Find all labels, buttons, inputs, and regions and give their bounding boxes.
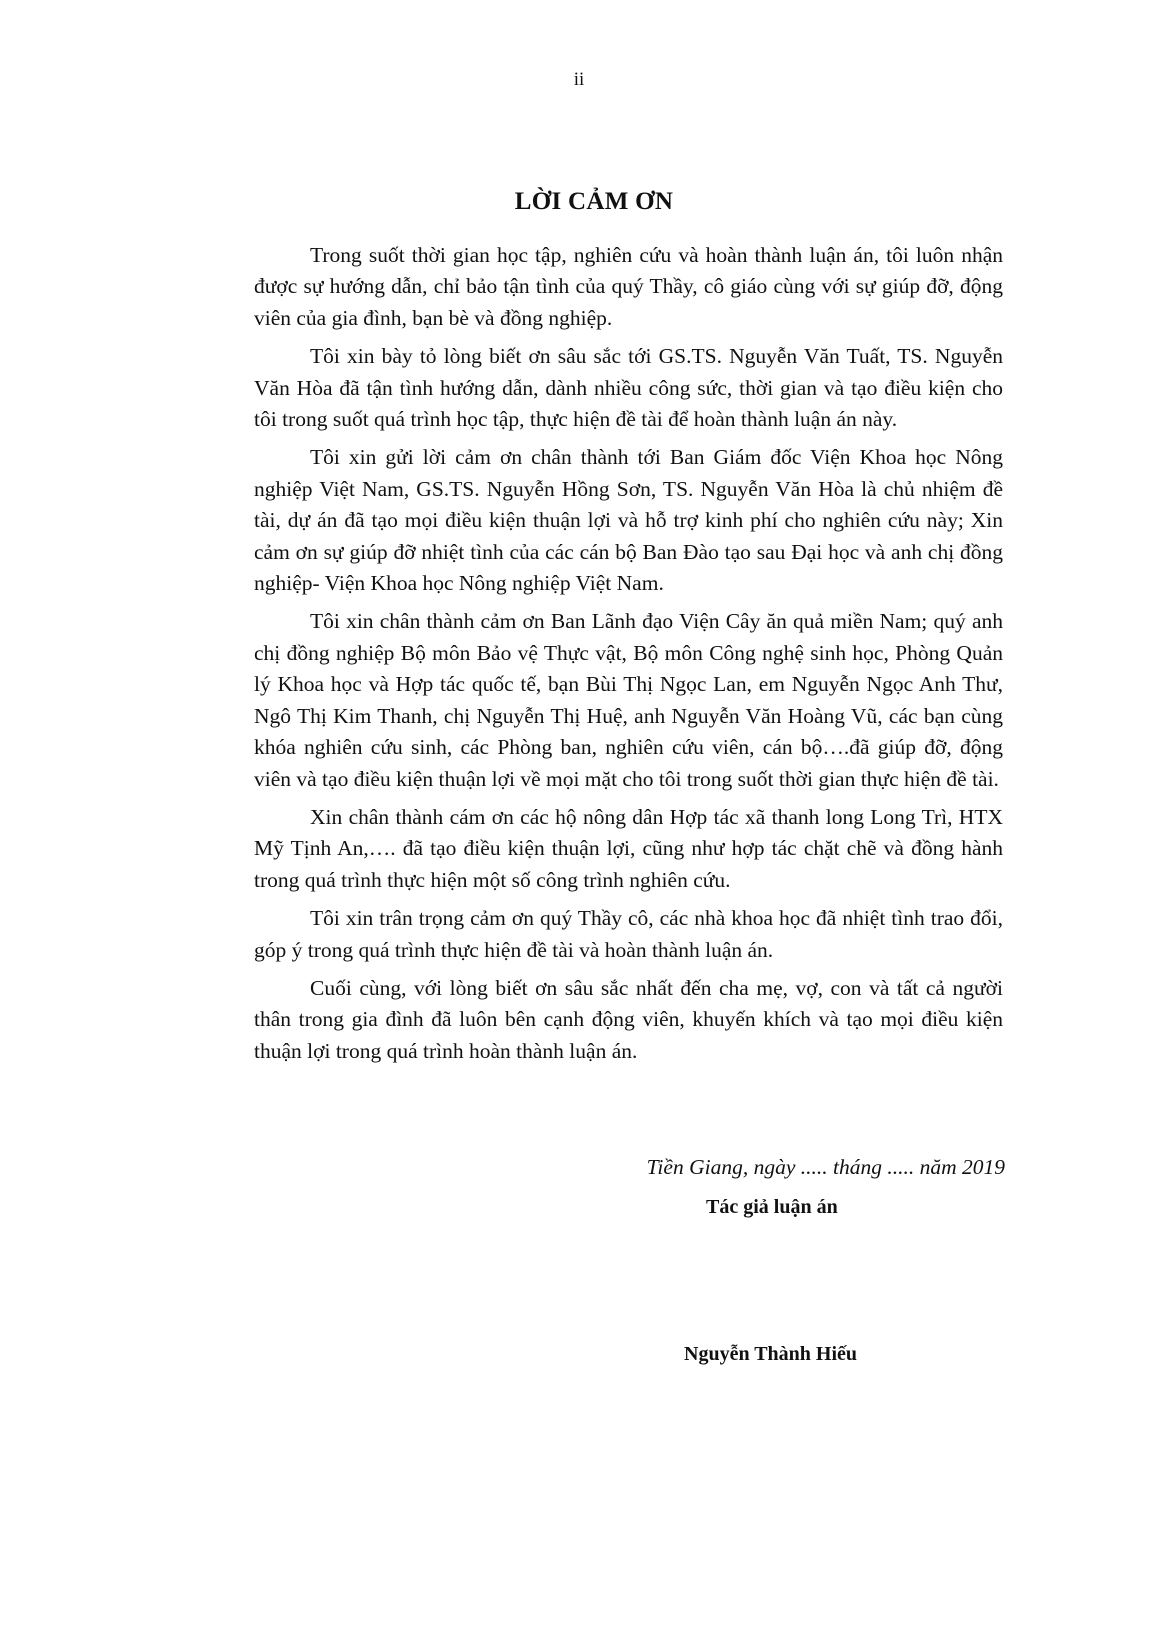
paragraph-5: Xin chân thành cám ơn các hộ nông dân Hợp tác xã thanh long Long Trì, HTX Mỹ Tịnh An,…. đã tạo điều kiện thuận lợi, cũng như hợp tác chặt chẽ và đồng hành trong quá trình thực hiện một số công trình nghiên cứu.: [254, 804, 1003, 892]
paragraph-2: Tôi xin bày tỏ lòng biết ơn sâu sắc tới GS.TS. Nguyễn Văn Tuất, TS. Nguyễn Văn Hòa đã tận tình hướng dẫn, dành nhiều công sức, thời gian và tạo điều kiện cho tôi trong suốt quá trình học tập, thực hiện đề tài để hoàn thành luận án này.: [254, 344, 1003, 432]
paragraph-7: Cuối cùng, với lòng biết ơn sâu sắc nhất đến cha mẹ, vợ, con và tất cả người thân trong gia đình đã luôn bên cạnh động viên, khuyến khích và tạo mọi điều kiện thuận lợi trong quá trình hoàn thành luận án.: [254, 975, 1003, 1063]
page-title: LỜI CẢM ƠN: [514, 188, 674, 215]
author-name: Nguyễn Thành Hiếu: [684, 1343, 858, 1365]
paragraph-6: Tôi xin trân trọng cảm ơn quý Thầy cô, các nhà khoa học đã nhiệt tình trao đổi, góp ý trong quá trình thực hiện đề tài và hoàn thành luận án.: [254, 906, 1003, 962]
author-role-label: Tác giả luận án: [706, 1196, 838, 1218]
paragraph-3: Tôi xin gửi lời cảm ơn chân thành tới Ban Giám đốc Viện Khoa học Nông nghiệp Việt Nam, GS.TS. Nguyễn Hồng Sơn, TS. Nguyễn Văn Hòa là chủ nhiệm đề tài, dự án đã tạo mọi điều kiện thuận lợi và hỗ trợ kinh phí cho nghiên cứu này; Xin cảm ơn sự giúp đỡ nhiệt tình của các cán bộ Ban Đào tạo sau Đại học và anh chị đồng nghiệp- Viện Khoa học Nông nghiệp Việt Nam.: [254, 445, 1003, 596]
page-number: ii: [573, 69, 585, 90]
paragraph-1: Trong suốt thời gian học tập, nghiên cứu và hoàn thành luận án, tôi luôn nhận được sự hướng dẫn, chỉ bảo tận tình của quý Thầy, cô giáo cùng với sự giúp đỡ, động viên của gia đình, bạn bè và đồng nghiệp.: [254, 243, 1003, 330]
paragraph-4: Tôi xin chân thành cảm ơn Ban Lãnh đạo Viện Cây ăn quả miền Nam; quý anh chị đồng nghiệp Bộ môn Bảo vệ Thực vật, Bộ môn Công nghệ sinh học, Phòng Quản lý Khoa học và Hợp tác quốc tế, bạn Bùi Thị Ngọc Lan, em Nguyễn Ngọc Anh Thư, Ngô Thị Kim Thanh, chị Nguyễn Thị Huệ, anh Nguyễn Văn Hoàng Vũ, các bạn cùng khóa nghiên cứu sinh, các Phòng ban, nghiên cứu viên, cán bộ….đã giúp đỡ, động viên và tạo điều kiện thuận lợi về mọi mặt cho tôi trong suốt thời gian thực hiện đề tài.: [254, 609, 1003, 791]
place-date-line: Tiền Giang, ngày ..... tháng ..... năm 2019: [646, 1155, 1005, 1179]
acknowledgement-body: [254, 240, 1003, 1074]
